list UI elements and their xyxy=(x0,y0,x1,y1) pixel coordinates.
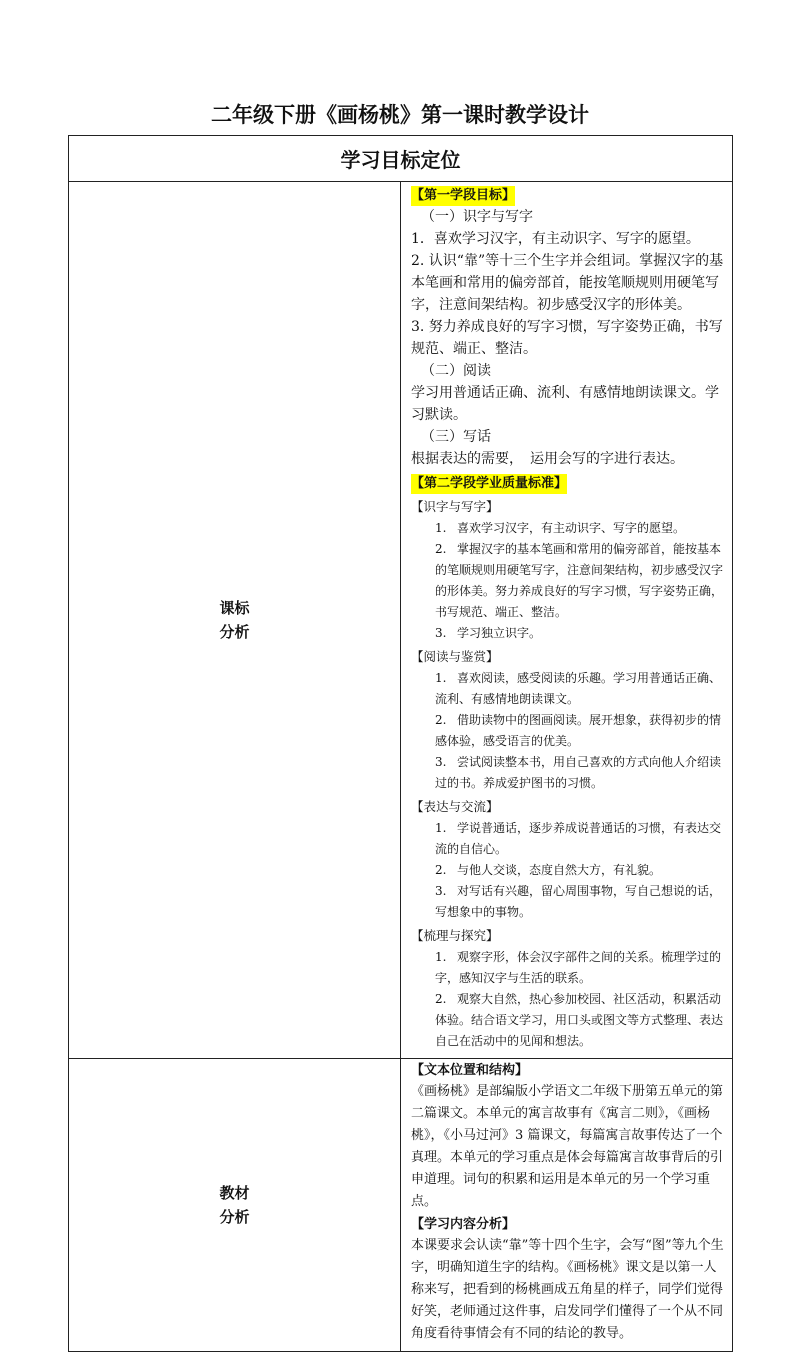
group-heading: 【阅读与鉴赏】 xyxy=(411,649,499,664)
textbook-label-line1: 教材 xyxy=(219,1184,250,1202)
stage1-line: （三）写话 xyxy=(421,429,491,445)
stage1-line: （二）阅读 xyxy=(421,363,491,379)
list-item: 1. 学说普通话，逐步养成说普通话的习惯，有表达交流的自信心。 xyxy=(435,821,722,856)
stage1-line: （一）识字与写字 xyxy=(421,209,533,225)
content-analysis-title: 【学习内容分析】 xyxy=(411,1217,516,1232)
stage1-line: 3. 努力养成良好的写字习惯，写字姿势正确，书写规范、端正、整洁。 xyxy=(411,319,723,357)
list-item: 1. 喜欢阅读，感受阅读的乐趣。学习用普通话正确、流利、有感情地朗读课文。 xyxy=(435,671,722,706)
standards-content xyxy=(401,182,733,1059)
standards-label xyxy=(69,182,401,1059)
stage1-line: 1．喜欢学习汉字，有主动识字、写字的愿望。 xyxy=(411,231,700,247)
table-header: 学习目标定位 xyxy=(69,136,733,182)
list-item: 3. 尝试阅读整本书，用自己喜欢的方式向他人介绍读过的书。养成爱护图书的习惯。 xyxy=(435,755,722,790)
lesson-design-table xyxy=(68,135,733,1352)
group-heading: 【梳理与探究】 xyxy=(411,928,499,943)
list-item: 1. 喜欢学习汉字，有主动识字、写字的愿望。 xyxy=(435,521,686,535)
stage1-line: 学习用普通话正确、流利、有感情地朗读课文。学习默读。 xyxy=(411,385,719,423)
list-item: 2. 与他人交谈，态度自然大方，有礼貌。 xyxy=(435,863,662,877)
text-position-paragraph: 《画杨桃》是部编版小学语文二年级下册第五单元的第二篇课文。本单元的寓言故事有《寓言二则》，《画杨桃》，《小马过河》3 篇课文，每篇寓言故事传达了一个真理。本单元的学习重点是体会每篇寓言故事背后的引申道理。词句的积累和运用是本单元的另一个学习重点。 xyxy=(411,1084,724,1209)
standards-row xyxy=(69,182,733,1059)
list-item: 1. 观察字形，体会汉字部件之间的关系。梳理学过的字，感知汉字与生活的联系。 xyxy=(435,950,722,985)
textbook-label xyxy=(69,1059,401,1352)
stage1-line: 根据表达的需要， 运用会写的字进行表达。 xyxy=(411,451,684,467)
group-heading: 【表达与交流】 xyxy=(411,799,499,814)
group-heading: 【识字与写字】 xyxy=(411,499,499,514)
list-item: 3. 学习独立识字。 xyxy=(435,626,542,640)
list-item: 2. 借助读物中的图画阅读。展开想象，获得初步的情感体验，感受语言的优美。 xyxy=(435,713,722,748)
textbook-label-line2: 分析 xyxy=(219,1208,250,1226)
stage1-line: 2. 认识“靠”等十三个生字并会组词。掌握汉字的基本笔画和常用的偏旁部首，能按笔顺规则用硬笔写字，注意间架结构。初步感受汉字的形体美。 xyxy=(411,253,724,313)
textbook-content xyxy=(401,1059,733,1352)
standards-label-line2: 分析 xyxy=(219,623,250,641)
stage1-title: 【第一学段目标】 xyxy=(411,186,515,206)
text-position-title: 【文本位置和结构】 xyxy=(411,1063,529,1078)
textbook-row xyxy=(69,1059,733,1352)
standards-label-line1: 课标 xyxy=(219,599,250,617)
stage2-title: 【第二学段学业质量标准】 xyxy=(411,474,567,494)
list-item: 3. 对写话有兴趣，留心周围事物，写自己想说的话，写想象中的事物。 xyxy=(435,884,722,919)
document-title: 二年级下册《画杨桃》第一课时教学设计 xyxy=(211,103,589,127)
content-analysis-paragraph: 本课要求会认读“靠”等十四个生字，会写“图”等九个生字，明确知道生字的结构。《画杨桃》课文是以第一人称来写，把看到的杨桃画成五角星的样子，同学们觉得好笑，老师通过这件事，启发同学们懂得了一个从不同角度看待事情会有不同的结论的教导。 xyxy=(411,1238,724,1341)
list-item: 2. 观察大自然，热心参加校园、社区活动，积累活动体验。结合语文学习，用口头或图文等方式整理、表达自己在活动中的见闻和想法。 xyxy=(435,992,724,1048)
list-item: 2. 掌握汉字的基本笔画和常用的偏旁部首，能按基本的笔顺规则用硬笔写字，注意间架结构，初步感受汉字的形体美。努力养成良好的写字习惯，写字姿势正确，书写规范、端正、整洁。 xyxy=(435,542,724,619)
